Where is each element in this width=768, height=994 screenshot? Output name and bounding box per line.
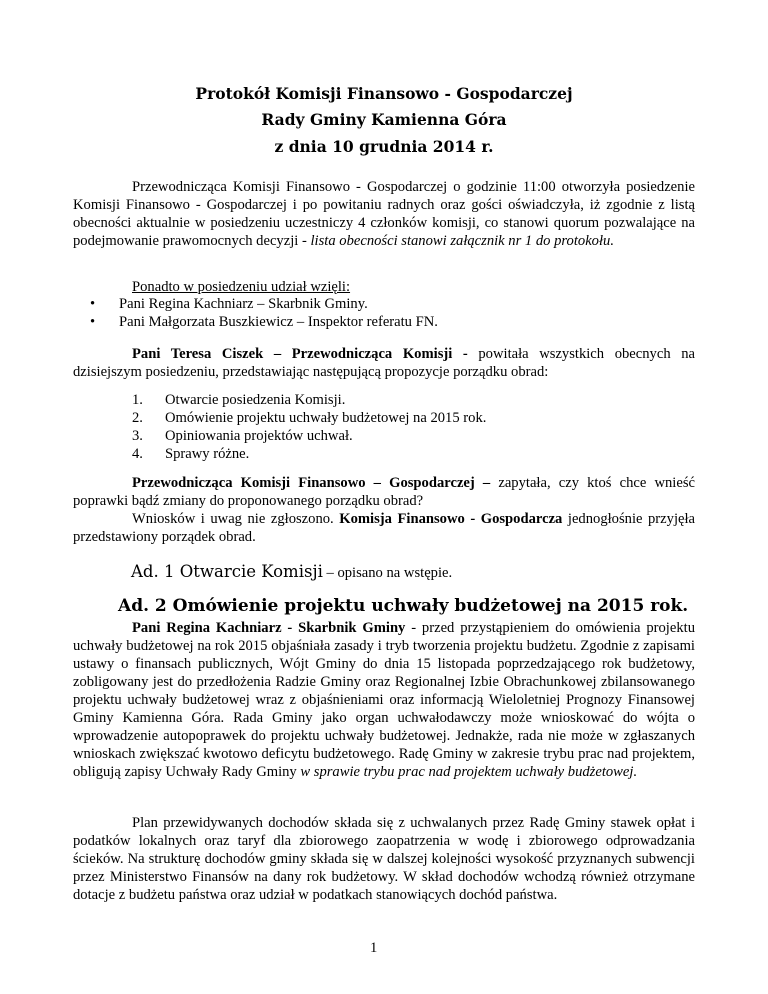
agenda-intro-paragraph: Pani Teresa Ciszek – Przewodnicząca Komisji - powitała wszystkich obecnych na dzisiejszym posiedzeniu, przedstawiając następującą propozycje porządku obrad: bbox=[73, 346, 695, 380]
ad2-paragraph: Pani Regina Kachniarz - Skarbnik Gminy - przed przystąpieniem do omówienia projektu uchwały budżetowej na rok 2015 objaśniała zasady i tryb tworzenia projektu budżetu. Zgodnie z zapisami ustawy o finansach publicznych, Wójt Gminy do dnia 15 listopada poprzedzającego rok budżetowy, zobligowany jest do przedłożenia Radzie Gminy oraz Regionalnej Izbie Obrachunkowej zbilansowanego projektu uchwały budżetowej wraz z objaśnieniami oraz informacją Wieloletniej Prognozy Finansowej Gminy Kamienna Góra. Rada Gminy jako organ uchwałodawczy może wnioskować do wójta o wprowadzenie autopoprawek do projektu uchwały budżetowej. Jednakże, rada nie może w zgłaszanych wnioskach zwiększać kwotowo deficytu budżetowego. Radę Gminy w zakresie trybu prac nad projektem, obligują zapisy Uchwały Rady Gminy w sprawie trybu prac nad projektem uchwały budżetowej. bbox=[73, 620, 695, 780]
question-paragraph: Przewodnicząca Komisji Finansowo – Gospodarczej – zapytała, czy ktoś chce wnieść poprawki bądź zmiany do proponowanego porządku obrad? bbox=[73, 475, 695, 509]
answer-paragraph: Wniosków i uwag nie zgłoszono. Komisja Finansowo - Gospodarcza jednogłośnie przyjęła przedstawiony porządek obrad. bbox=[73, 511, 696, 545]
intro-text: Przewodnicząca Komisji Finansowo - Gospodarczej o godzinie 11:00 otworzyła posiedzenie Komisji Finansowo - Gospodarczej i po powitaniu radnych oraz gości oświadczyła, iż zgodnie z listą obecności aktualnie w posiedzeniu uczestniczy 4 członków komisji, co stanowi quorum pozwalające na podejmowanie prawomocnych decyzji - bbox=[73, 179, 695, 249]
agenda-number: 4. bbox=[132, 446, 143, 462]
title-line-2: Rady Gminy Kamienna Góra bbox=[261, 110, 507, 129]
ad2-heading: Ad. 2 Omówienie projektu uchwały budżetowej na 2015 rok. bbox=[118, 596, 689, 616]
page-number: 1 bbox=[370, 940, 378, 956]
plan-paragraph: Plan przewidywanych dochodów składa się z uchwalanych przez Radę Gminy stawek opłat i podatków lokalnych oraz taryf dla zbiorowego zaopatrzenia w wodę i zbiorowego odprowadzania ścieków. Na strukturę dochodów gminy składa się w dalszej kolejności wysokość przyznanych subwencji przez Ministerstwo Finansów na dany rok budżetowy. W skład dochodów wchodzą również otrzymane dotacje z budżetu państwa oraz udział w podatkach stanowiących dochód państwa. bbox=[73, 815, 695, 903]
intro-italic: lista obecności stanowi załącznik nr 1 do protokołu. bbox=[310, 233, 614, 249]
bullet-glyph: • bbox=[90, 314, 96, 330]
title-line-1: Protokół Komisji Finansowo - Gospodarczej bbox=[195, 84, 573, 103]
agenda-item: Omówienie projektu uchwały budżetowej na 2015 rok. bbox=[165, 410, 487, 426]
agenda-item: Otwarcie posiedzenia Komisji. bbox=[165, 392, 346, 408]
agenda-item: Opiniowania projektów uchwał. bbox=[165, 428, 353, 444]
agenda-number: 3. bbox=[132, 428, 143, 444]
attendee-item: Pani Regina Kachniarz – Skarbnik Gminy. bbox=[119, 296, 368, 312]
title-line-3: z dnia 10 grudnia 2014 r. bbox=[274, 137, 494, 156]
attendees-heading: Ponadto w posiedzeniu udział wzięli: bbox=[132, 279, 351, 295]
agenda-item: Sprawy różne. bbox=[165, 446, 250, 462]
bullet-glyph: • bbox=[90, 296, 96, 312]
agenda-number: 2. bbox=[132, 410, 143, 426]
ad1-heading: Ad. 1 Otwarcie Komisji – opisano na wstępie. bbox=[131, 562, 453, 581]
attendee-item: Pani Małgorzata Buszkiewicz – Inspektor referatu FN. bbox=[119, 314, 438, 330]
agenda-number: 1. bbox=[132, 392, 143, 408]
intro-paragraph bbox=[73, 178, 695, 250]
